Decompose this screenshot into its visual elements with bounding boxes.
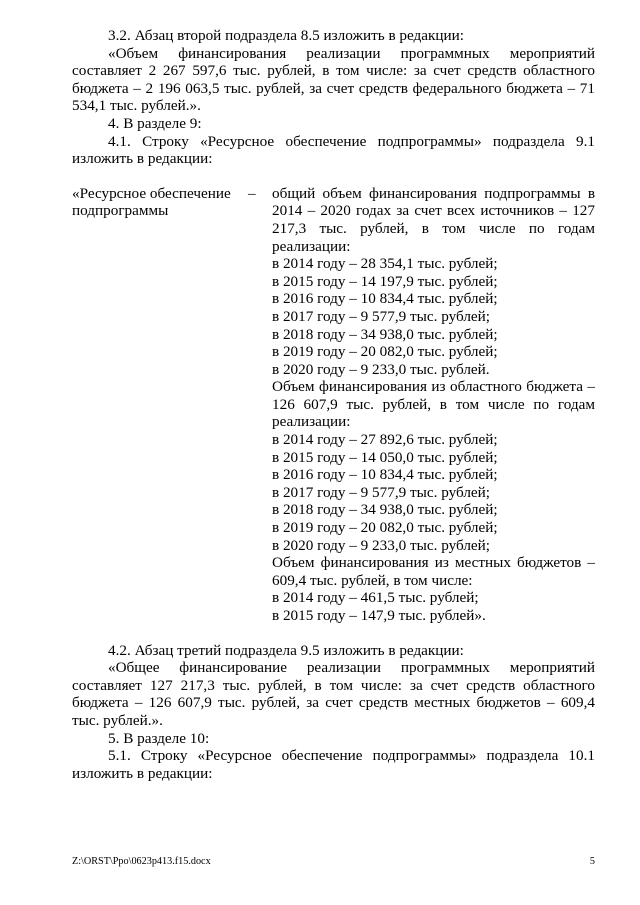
resource-dash: –: [248, 184, 256, 202]
footer-file-path: Z:\ORST\Ppo\0623p413.f15.docx: [72, 856, 211, 867]
resource-label-line-2: подпрограммы: [72, 202, 169, 220]
resource-label-line-1: «Ресурсное обеспечение: [72, 184, 231, 202]
resource-regional-intro: Объем финансирования из областного бюджета – 126 607,9 тыс. рублей, в том числе по годам реализации:: [272, 378, 595, 431]
year-regional-2018: в 2018 году – 34 938,0 тыс. рублей;: [272, 501, 498, 519]
resource-local-intro: Объем финансирования из местных бюджетов – 609,4 тыс. рублей, в том числе:: [272, 554, 595, 589]
resource-table: [72, 185, 595, 625]
paragraph-4-1: 4.1. Строку «Ресурсное обеспечение подпрограммы» подраздела 9.1 изложить в редакции:: [72, 132, 595, 168]
year-regional-2016: в 2016 году – 10 834,4 тыс. рублей;: [272, 466, 498, 484]
year-regional-2019: в 2019 году – 20 082,0 тыс. рублей;: [272, 519, 498, 537]
paragraph-funding-9-5: «Общее финансирование реализации программных мероприятий составляет 127 217,3 тыс. рублей, в том числе: за счет средств областного бюджета – 126 607,9 тыс. рублей, за счет средств местных бюджетов – 609,4 тыс. рублей.».: [72, 659, 595, 729]
resource-total-intro: общий объем финансирования подпрограммы в 2014 – 2020 годах за счет всех источников – 127 217,3 тыс. рублей, в том числе по годам реализации:: [272, 184, 595, 255]
paragraph-funding-8-5: «Объем финансирования реализации программных мероприятий составляет 2 267 597,6 тыс. рублей, в том числе: за счет средств областного бюджета – 2 196 063,5 тыс. рублей, за счет средств федерального бюджета – 71 534,1 тыс. рублей.».: [72, 44, 595, 115]
footer-page-number: 5: [589, 856, 595, 867]
year-all-2018: в 2018 году – 34 938,0 тыс. рублей;: [272, 325, 498, 343]
paragraph-section-10: 5. В разделе 10:: [108, 729, 210, 747]
year-local-2015: в 2015 году – 147,9 тыс. рублей».: [272, 607, 486, 624]
resource-table-value-cell: [272, 185, 595, 625]
paragraph-section-9: 4. В разделе 9:: [108, 114, 202, 132]
year-regional-2015: в 2015 году – 14 050,0 тыс. рублей;: [272, 448, 498, 466]
paragraph-5-1: 5.1. Строку «Ресурсное обеспечение подпрограммы» подраздела 10.1 изложить в редакции:: [72, 747, 595, 782]
paragraph-4-2: 4.2. Абзац третий подраздела 9.5 изложить в редакции:: [108, 641, 464, 659]
year-all-2016: в 2016 году – 10 834,4 тыс. рублей;: [272, 290, 498, 308]
page-footer: [72, 856, 595, 868]
paragraph-3-2: 3.2. Абзац второй подраздела 8.5 изложить в редакции:: [108, 27, 464, 44]
year-regional-2014: в 2014 году – 27 892,6 тыс. рублей;: [272, 431, 498, 449]
year-all-2020: в 2020 году – 9 233,0 тыс. рублей.: [272, 360, 490, 378]
year-regional-2020: в 2020 году – 9 233,0 тыс. рублей;: [272, 536, 490, 554]
year-all-2014: в 2014 году – 28 354,1 тыс. рублей;: [272, 255, 498, 273]
resource-table-label-cell: [72, 184, 256, 625]
year-all-2015: в 2015 году – 14 197,9 тыс. рублей;: [272, 272, 498, 290]
document-page: [72, 27, 595, 782]
year-local-2014: в 2014 году – 461,5 тыс. рублей;: [272, 589, 479, 607]
year-regional-2017: в 2017 году – 9 577,9 тыс. рублей;: [272, 483, 490, 501]
year-all-2019: в 2019 году – 20 082,0 тыс. рублей;: [272, 343, 498, 361]
year-all-2017: в 2017 году – 9 577,9 тыс. рублей;: [272, 307, 490, 325]
